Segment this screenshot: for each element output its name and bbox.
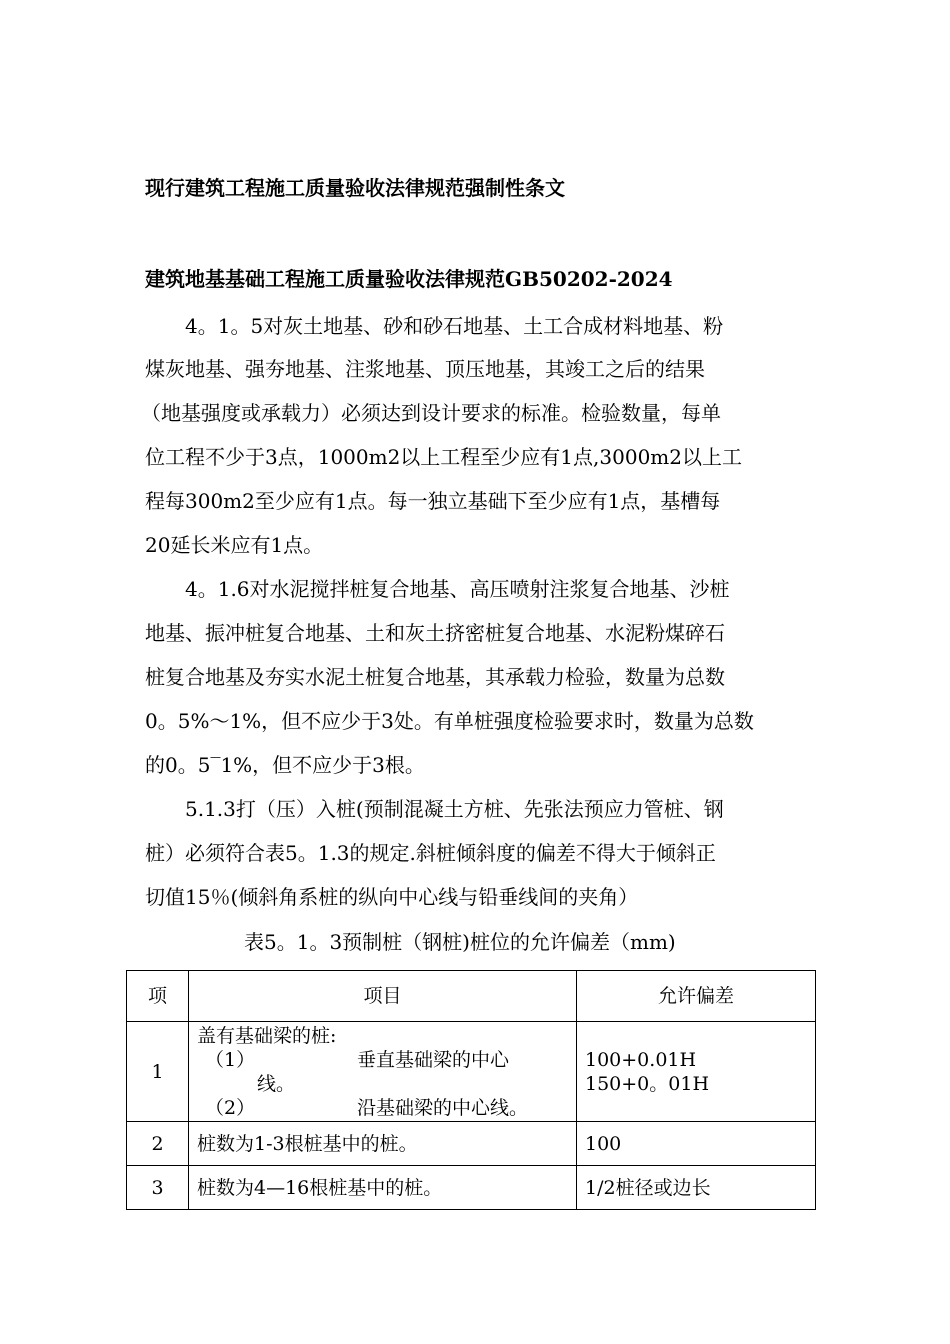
item-subtext: 垂直基础梁的中心 [357,1048,510,1071]
header-no: 项 [127,971,189,1022]
paragraph-line: 5.1.3打（压）入桩(预制混凝土方桩、先张法预应力管桩、钢 [185,797,724,821]
row-item: 桩数为1-3根桩基中的桩。 [189,1122,577,1166]
header-tolerance: 允许偏差 [577,971,816,1022]
paragraph-line: 桩）必须符合表5。1.3的规定.斜桩倾斜度的偏差不得大于倾斜正 [145,841,716,865]
paragraph-line: 4。1.6对水泥搅拌桩复合地基、高压喷射注浆复合地基、沙桩 [185,577,730,601]
item-subnumber: （2） [205,1096,256,1119]
row-no: 2 [127,1122,189,1166]
item-line: 盖有基础梁的桩: [197,1024,337,1047]
paragraph-line: 程每300m2至少应有1点。每一独立基础下至少应有1点，基槽每 [145,489,721,513]
paragraph-line: 桩复合地基及夯实水泥土桩复合地基，其承载力检验，数量为总数 [145,665,725,689]
paragraph-line: 煤灰地基、强夯地基、注浆地基、顶压地基，其竣工之后的结果 [145,357,705,381]
paragraph-line: （地基强度或承载力）必须达到设计要求的标准。检验数量，每单 [141,401,721,425]
item-line [197,1048,568,1072]
table-caption: 表5。1。3预制桩（钢桩)桩位的允许偏差（mm) [244,930,676,954]
paragraph-line: 的0。5‾1%，但不应少于3根。 [145,753,425,777]
table-row [127,1122,816,1166]
tolerance-line: 100+0.01H [585,1049,697,1071]
tolerance-line: 150+0。01H [585,1073,710,1095]
document-title: 现行建筑工程施工质量验收法律规范强制性条文 [145,176,565,200]
item-line: 线。 [257,1072,296,1095]
row-no: 1 [127,1022,189,1122]
paragraph-line: 地基、振冲桩复合地基、土和灰土挤密桩复合地基、水泥粉煤碎石 [145,621,725,645]
paragraph-line: 20延长米应有1点。 [145,533,324,557]
paragraph-line: 位工程不少于3点，1000m2以上工程至少应有1点,3000m2以上工 [145,445,742,469]
row-item [189,1022,577,1122]
paragraph-line: 0。5%～1%，但不应少于3处。有单桩强度检验要求时，数量为总数 [145,709,754,733]
section-title: 建筑地基基础工程施工质量验收法律规范GB50202-2024 [145,267,673,291]
header-item: 项目 [189,971,577,1022]
row-item: 桩数为4—16根桩基中的桩。 [189,1166,577,1210]
row-no: 3 [127,1166,189,1210]
row-tolerance [577,1022,816,1122]
row-tolerance: 1/2桩径或边长 [577,1166,816,1210]
item-subtext: 沿基础梁的中心线。 [357,1096,529,1119]
paragraph-line: 切值15％(倾斜角系桩的纵向中心线与铅垂线间的夹角） [145,885,639,909]
item-line [197,1096,568,1120]
tolerance-table [126,970,816,1210]
table-row [127,1166,816,1210]
paragraph-line: 4。1。5对灰土地基、砂和砂石地基、土工合成材料地基、粉 [185,314,724,338]
table-header-row [127,971,816,1022]
row-tolerance: 100 [577,1122,816,1166]
item-subnumber: （1） [205,1048,256,1071]
table-row [127,1022,816,1122]
